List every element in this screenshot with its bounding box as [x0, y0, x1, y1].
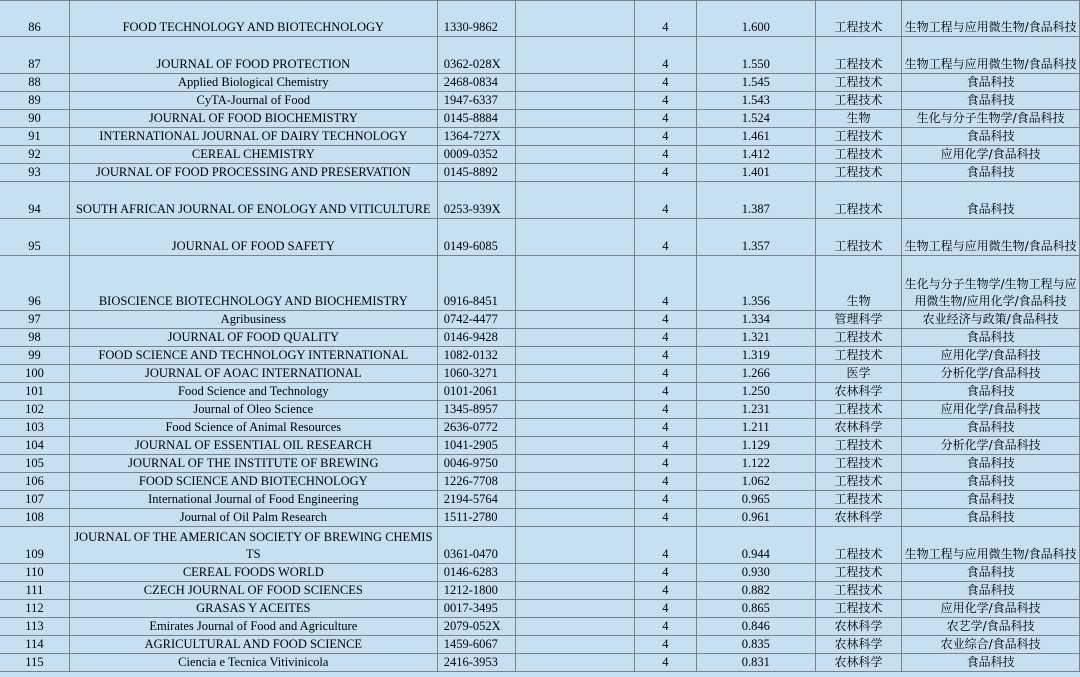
impact-factor-cell: 1.524 [696, 110, 815, 128]
rank-cell: 92 [0, 146, 69, 164]
subject-cell: 生物工程与应用微生物/食品科技 [902, 527, 1080, 564]
table-row [0, 455, 1080, 473]
issn-cell: 0362-028X [437, 37, 515, 74]
category-cell: 农林科学 [815, 654, 901, 672]
impact-factor-cell: 1.062 [696, 473, 815, 491]
impact-factor-cell: 0.944 [696, 527, 815, 564]
rank-cell: 93 [0, 164, 69, 182]
table-row [0, 74, 1080, 92]
journal-title-cell: Journal of Oleo Science [69, 401, 437, 419]
impact-factor-cell: 1.211 [696, 419, 815, 437]
impact-factor-cell: 1.334 [696, 311, 815, 329]
table-row [0, 383, 1080, 401]
journal-title-cell: GRASAS Y ACEITES [69, 600, 437, 618]
journal-title-cell: JOURNAL OF THE AMERICAN SOCIETY OF BREWING CHEMISTS [69, 527, 437, 564]
subject-cell: 应用化学/食品科技 [902, 401, 1080, 419]
spacer-cell [515, 37, 634, 74]
table-row [0, 329, 1080, 347]
zone-cell: 4 [635, 182, 697, 219]
spacer-cell [515, 473, 634, 491]
issn-cell: 2194-5764 [437, 491, 515, 509]
spacer-cell [515, 636, 634, 654]
subject-cell: 食品科技 [902, 455, 1080, 473]
subject-cell: 分析化学/食品科技 [902, 365, 1080, 383]
issn-cell: 0916-8451 [437, 256, 515, 311]
zone-cell: 4 [635, 256, 697, 311]
issn-cell: 1345-8957 [437, 401, 515, 419]
category-cell: 农林科学 [815, 509, 901, 527]
spacer-cell [515, 219, 634, 256]
subject-cell: 食品科技 [902, 92, 1080, 110]
rank-cell: 107 [0, 491, 69, 509]
subject-cell: 食品科技 [902, 509, 1080, 527]
subject-cell: 应用化学/食品科技 [902, 347, 1080, 365]
rank-cell: 109 [0, 527, 69, 564]
journal-title-cell: JOURNAL OF FOOD SAFETY [69, 219, 437, 256]
impact-factor-cell: 1.321 [696, 329, 815, 347]
category-cell: 工程技术 [815, 164, 901, 182]
category-cell: 管理科学 [815, 311, 901, 329]
journal-title-cell: BIOSCIENCE BIOTECHNOLOGY AND BIOCHEMISTRY [69, 256, 437, 311]
rank-cell: 98 [0, 329, 69, 347]
impact-factor-cell: 1.543 [696, 92, 815, 110]
rank-cell: 100 [0, 365, 69, 383]
rank-cell: 90 [0, 110, 69, 128]
spacer-cell [515, 582, 634, 600]
zone-cell: 4 [635, 164, 697, 182]
rank-cell: 105 [0, 455, 69, 473]
subject-cell: 生物工程与应用微生物/食品科技 [902, 219, 1080, 256]
rank-cell: 114 [0, 636, 69, 654]
zone-cell: 4 [635, 491, 697, 509]
spacer-cell [515, 110, 634, 128]
issn-cell: 0253-939X [437, 182, 515, 219]
table-row [0, 182, 1080, 219]
category-cell: 工程技术 [815, 1, 901, 37]
zone-cell: 4 [635, 654, 697, 672]
subject-cell: 食品科技 [902, 654, 1080, 672]
journal-title-cell: INTERNATIONAL JOURNAL OF DAIRY TECHNOLOGY [69, 128, 437, 146]
category-cell: 工程技术 [815, 92, 901, 110]
issn-cell: 0009-0352 [437, 146, 515, 164]
subject-cell: 食品科技 [902, 74, 1080, 92]
impact-factor-cell: 1.545 [696, 74, 815, 92]
category-cell: 工程技术 [815, 600, 901, 618]
issn-cell: 1226-7708 [437, 473, 515, 491]
zone-cell: 4 [635, 146, 697, 164]
spacer-cell [515, 437, 634, 455]
zone-cell: 4 [635, 128, 697, 146]
rank-cell: 111 [0, 582, 69, 600]
journal-title-cell: CZECH JOURNAL OF FOOD SCIENCES [69, 582, 437, 600]
zone-cell: 4 [635, 527, 697, 564]
rank-cell: 101 [0, 383, 69, 401]
subject-cell: 食品科技 [902, 473, 1080, 491]
impact-factor-cell: 1.319 [696, 347, 815, 365]
journal-title-cell: SOUTH AFRICAN JOURNAL OF ENOLOGY AND VITICULTURE [69, 182, 437, 219]
issn-cell: 1041-2905 [437, 437, 515, 455]
spacer-cell [515, 491, 634, 509]
issn-cell: 2468-0834 [437, 74, 515, 92]
table-row [0, 491, 1080, 509]
table-row [0, 437, 1080, 455]
issn-cell: 2079-052X [437, 618, 515, 636]
journal-title-cell: JOURNAL OF ESSENTIAL OIL RESEARCH [69, 437, 437, 455]
zone-cell: 4 [635, 419, 697, 437]
issn-cell: 2636-0772 [437, 419, 515, 437]
issn-cell: 0046-9750 [437, 455, 515, 473]
table-row [0, 311, 1080, 329]
impact-factor-cell: 0.835 [696, 636, 815, 654]
impact-factor-cell: 1.461 [696, 128, 815, 146]
impact-factor-cell: 0.961 [696, 509, 815, 527]
table-body [0, 1, 1080, 672]
issn-cell: 1060-3271 [437, 365, 515, 383]
issn-cell: 1364-727X [437, 128, 515, 146]
spacer-cell [515, 600, 634, 618]
spacer-cell [515, 74, 634, 92]
table-row [0, 219, 1080, 256]
journal-title-cell: Agribusiness [69, 311, 437, 329]
category-cell: 工程技术 [815, 347, 901, 365]
zone-cell: 4 [635, 329, 697, 347]
impact-factor-cell: 1.550 [696, 37, 815, 74]
category-cell: 工程技术 [815, 564, 901, 582]
issn-cell: 0149-6085 [437, 219, 515, 256]
issn-cell: 0742-4477 [437, 311, 515, 329]
category-cell: 工程技术 [815, 491, 901, 509]
subject-cell: 生化与分子生物学/生物工程与应用微生物/应用化学/食品科技 [902, 256, 1080, 311]
journal-title-cell: JOURNAL OF FOOD BIOCHEMISTRY [69, 110, 437, 128]
spacer-cell [515, 329, 634, 347]
rank-cell: 112 [0, 600, 69, 618]
table-row [0, 419, 1080, 437]
spacer-cell [515, 455, 634, 473]
table-row [0, 128, 1080, 146]
zone-cell: 4 [635, 473, 697, 491]
spacer-cell [515, 128, 634, 146]
category-cell: 工程技术 [815, 401, 901, 419]
journal-title-cell: FOOD SCIENCE AND TECHNOLOGY INTERNATIONAL [69, 347, 437, 365]
rank-cell: 94 [0, 182, 69, 219]
journal-title-cell: JOURNAL OF THE INSTITUTE OF BREWING [69, 455, 437, 473]
category-cell: 工程技术 [815, 182, 901, 219]
journal-title-cell: JOURNAL OF FOOD PROTECTION [69, 37, 437, 74]
category-cell: 工程技术 [815, 455, 901, 473]
subject-cell: 农业综合/食品科技 [902, 636, 1080, 654]
rank-cell: 91 [0, 128, 69, 146]
zone-cell: 4 [635, 455, 697, 473]
subject-cell: 食品科技 [902, 383, 1080, 401]
spacer-cell [515, 92, 634, 110]
subject-cell: 分析化学/食品科技 [902, 437, 1080, 455]
spacer-cell [515, 654, 634, 672]
impact-factor-cell: 1.412 [696, 146, 815, 164]
journal-title-cell: CEREAL FOODS WORLD [69, 564, 437, 582]
zone-cell: 4 [635, 383, 697, 401]
journal-title-cell: Journal of Oil Palm Research [69, 509, 437, 527]
subject-cell: 生物工程与应用微生物/食品科技 [902, 1, 1080, 37]
spacer-cell [515, 419, 634, 437]
zone-cell: 4 [635, 347, 697, 365]
spacer-cell [515, 182, 634, 219]
table-row [0, 618, 1080, 636]
table-row [0, 365, 1080, 383]
category-cell: 工程技术 [815, 219, 901, 256]
zone-cell: 4 [635, 311, 697, 329]
category-cell: 工程技术 [815, 146, 901, 164]
journal-title-cell: CEREAL CHEMISTRY [69, 146, 437, 164]
impact-factor-cell: 0.831 [696, 654, 815, 672]
spacer-cell [515, 509, 634, 527]
subject-cell: 食品科技 [902, 582, 1080, 600]
zone-cell: 4 [635, 636, 697, 654]
issn-cell: 1082-0132 [437, 347, 515, 365]
rank-cell: 86 [0, 1, 69, 37]
issn-cell: 1212-1800 [437, 582, 515, 600]
spacer-cell [515, 1, 634, 37]
journal-title-cell: Emirates Journal of Food and Agriculture [69, 618, 437, 636]
table-row [0, 582, 1080, 600]
issn-cell: 0145-8884 [437, 110, 515, 128]
spacer-cell [515, 164, 634, 182]
journal-title-cell: JOURNAL OF FOOD PROCESSING AND PRESERVATION [69, 164, 437, 182]
issn-cell: 1330-9862 [437, 1, 515, 37]
impact-factor-cell: 0.930 [696, 564, 815, 582]
zone-cell: 4 [635, 74, 697, 92]
zone-cell: 4 [635, 37, 697, 74]
table-row [0, 92, 1080, 110]
impact-factor-cell: 1.129 [696, 437, 815, 455]
category-cell: 农林科学 [815, 383, 901, 401]
category-cell: 工程技术 [815, 329, 901, 347]
issn-cell: 0101-2061 [437, 383, 515, 401]
category-cell: 医学 [815, 365, 901, 383]
category-cell: 工程技术 [815, 74, 901, 92]
spacer-cell [515, 401, 634, 419]
table-row [0, 509, 1080, 527]
zone-cell: 4 [635, 110, 697, 128]
table-row [0, 636, 1080, 654]
journal-title-cell: International Journal of Food Engineering [69, 491, 437, 509]
rank-cell: 115 [0, 654, 69, 672]
subject-cell: 食品科技 [902, 491, 1080, 509]
zone-cell: 4 [635, 600, 697, 618]
issn-cell: 0146-9428 [437, 329, 515, 347]
spacer-cell [515, 527, 634, 564]
subject-cell: 应用化学/食品科技 [902, 146, 1080, 164]
rank-cell: 104 [0, 437, 69, 455]
rank-cell: 108 [0, 509, 69, 527]
spacer-cell [515, 146, 634, 164]
zone-cell: 4 [635, 564, 697, 582]
table-row [0, 564, 1080, 582]
category-cell: 生物 [815, 110, 901, 128]
rank-cell: 95 [0, 219, 69, 256]
issn-cell: 1511-2780 [437, 509, 515, 527]
spacer-cell [515, 311, 634, 329]
journal-title-cell: AGRICULTURAL AND FOOD SCIENCE [69, 636, 437, 654]
issn-cell: 2416-3953 [437, 654, 515, 672]
impact-factor-cell: 1.250 [696, 383, 815, 401]
impact-factor-cell: 0.865 [696, 600, 815, 618]
table-row [0, 164, 1080, 182]
rank-cell: 102 [0, 401, 69, 419]
zone-cell: 4 [635, 365, 697, 383]
impact-factor-cell: 1.600 [696, 1, 815, 37]
subject-cell: 食品科技 [902, 128, 1080, 146]
impact-factor-cell: 1.387 [696, 182, 815, 219]
impact-factor-cell: 1.357 [696, 219, 815, 256]
rank-cell: 99 [0, 347, 69, 365]
category-cell: 工程技术 [815, 473, 901, 491]
zone-cell: 4 [635, 401, 697, 419]
rank-cell: 97 [0, 311, 69, 329]
impact-factor-cell: 1.266 [696, 365, 815, 383]
rank-cell: 89 [0, 92, 69, 110]
spacer-cell [515, 365, 634, 383]
issn-cell: 0146-6283 [437, 564, 515, 582]
impact-factor-cell: 0.965 [696, 491, 815, 509]
journal-title-cell: JOURNAL OF FOOD QUALITY [69, 329, 437, 347]
rank-cell: 110 [0, 564, 69, 582]
spacer-cell [515, 383, 634, 401]
table-row [0, 146, 1080, 164]
spacer-cell [515, 347, 634, 365]
category-cell: 农林科学 [815, 618, 901, 636]
subject-cell: 食品科技 [902, 164, 1080, 182]
rank-cell: 96 [0, 256, 69, 311]
journal-title-cell: Food Science of Animal Resources [69, 419, 437, 437]
category-cell: 工程技术 [815, 437, 901, 455]
zone-cell: 4 [635, 509, 697, 527]
issn-cell: 1947-6337 [437, 92, 515, 110]
journal-title-cell: CyTA-Journal of Food [69, 92, 437, 110]
impact-factor-cell: 1.356 [696, 256, 815, 311]
category-cell: 农林科学 [815, 419, 901, 437]
spacer-cell [515, 618, 634, 636]
journal-title-cell: FOOD SCIENCE AND BIOTECHNOLOGY [69, 473, 437, 491]
subject-cell: 农业经济与政策/食品科技 [902, 311, 1080, 329]
zone-cell: 4 [635, 437, 697, 455]
journal-title-cell: Food Science and Technology [69, 383, 437, 401]
table-row [0, 401, 1080, 419]
subject-cell: 食品科技 [902, 564, 1080, 582]
journal-title-cell: JOURNAL OF AOAC INTERNATIONAL [69, 365, 437, 383]
table-row [0, 37, 1080, 74]
issn-cell: 0017-3495 [437, 600, 515, 618]
journal-title-cell: FOOD TECHNOLOGY AND BIOTECHNOLOGY [69, 1, 437, 37]
issn-cell: 0145-8892 [437, 164, 515, 182]
subject-cell: 生物工程与应用微生物/食品科技 [902, 37, 1080, 74]
journal-title-cell: Applied Biological Chemistry [69, 74, 437, 92]
impact-factor-cell: 1.231 [696, 401, 815, 419]
impact-factor-cell: 0.846 [696, 618, 815, 636]
rank-cell: 103 [0, 419, 69, 437]
subject-cell: 食品科技 [902, 329, 1080, 347]
zone-cell: 4 [635, 618, 697, 636]
impact-factor-cell: 1.122 [696, 455, 815, 473]
impact-factor-cell: 0.882 [696, 582, 815, 600]
zone-cell: 4 [635, 582, 697, 600]
category-cell: 工程技术 [815, 527, 901, 564]
spacer-cell [515, 256, 634, 311]
table-row [0, 600, 1080, 618]
subject-cell: 食品科技 [902, 182, 1080, 219]
issn-cell: 0361-0470 [437, 527, 515, 564]
rank-cell: 88 [0, 74, 69, 92]
table-row [0, 256, 1080, 311]
table-row [0, 527, 1080, 564]
table-row [0, 473, 1080, 491]
rank-cell: 106 [0, 473, 69, 491]
table-row [0, 1, 1080, 37]
subject-cell: 应用化学/食品科技 [902, 600, 1080, 618]
category-cell: 工程技术 [815, 128, 901, 146]
table-row [0, 654, 1080, 672]
issn-cell: 1459-6067 [437, 636, 515, 654]
impact-factor-cell: 1.401 [696, 164, 815, 182]
category-cell: 农林科学 [815, 636, 901, 654]
zone-cell: 4 [635, 1, 697, 37]
table-row [0, 347, 1080, 365]
rank-cell: 113 [0, 618, 69, 636]
journal-title-cell: Ciencia e Tecnica Vitivinicola [69, 654, 437, 672]
table-row [0, 110, 1080, 128]
subject-cell: 食品科技 [902, 419, 1080, 437]
subject-cell: 生化与分子生物学/食品科技 [902, 110, 1080, 128]
subject-cell: 农艺学/食品科技 [902, 618, 1080, 636]
category-cell: 工程技术 [815, 582, 901, 600]
rank-cell: 87 [0, 37, 69, 74]
category-cell: 工程技术 [815, 37, 901, 74]
category-cell: 生物 [815, 256, 901, 311]
zone-cell: 4 [635, 219, 697, 256]
spacer-cell [515, 564, 634, 582]
zone-cell: 4 [635, 92, 697, 110]
